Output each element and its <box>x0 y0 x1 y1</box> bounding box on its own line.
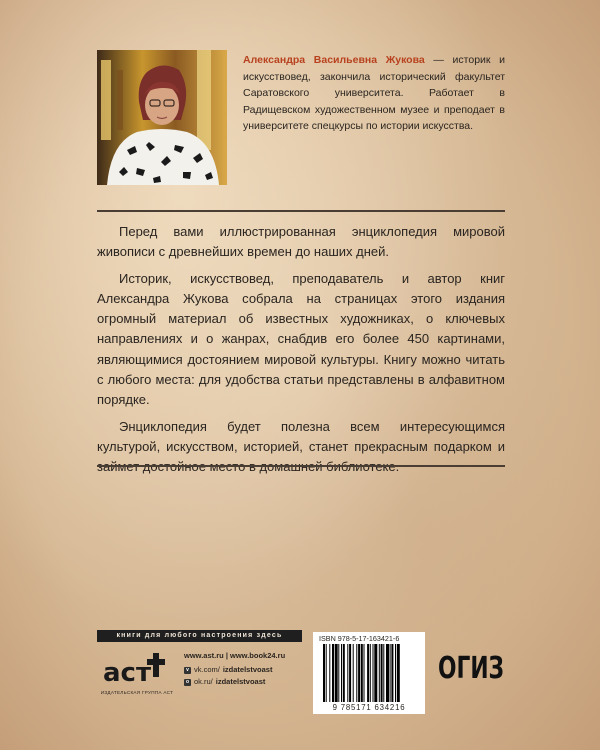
social-ok-handle: izdatelstvoast <box>215 677 266 686</box>
divider-bottom <box>97 465 505 467</box>
social-vk[interactable] <box>184 664 304 676</box>
social-vk-prefix: vk.com/ <box>194 665 220 674</box>
barcode-bar <box>358 644 360 702</box>
description-paragraph-3: Энциклопедия будет полезна всем интересующимся культурой, искусством, историей, станет прекрасным подарком и <box>97 418 505 454</box>
ast-logo-letters: аст <box>103 658 152 688</box>
ast-logo-icon <box>97 647 182 691</box>
barcode-bar <box>364 644 365 702</box>
barcode-bar <box>370 644 371 702</box>
barcode-bar <box>361 644 363 702</box>
ast-logo <box>97 647 182 707</box>
barcode-bar <box>373 644 374 702</box>
web-links <box>184 650 304 688</box>
divider-top <box>97 210 505 212</box>
barcode-bar <box>386 644 389 702</box>
barcode-digits: 9 785171 634216 <box>332 703 406 712</box>
barcode-bar <box>353 644 354 702</box>
author-photo <box>97 50 227 185</box>
publisher-tagline: книги для любого настроения здесь <box>97 630 302 642</box>
barcode-bar <box>381 644 383 702</box>
barcode-bar <box>367 644 369 702</box>
barcode-bar <box>390 644 391 702</box>
ogiz-logo-letters: ОГИЗ <box>438 651 504 686</box>
barcode-bar <box>329 644 330 702</box>
barcode-bar <box>391 644 393 702</box>
author-name: Александра Васильевна Жукова <box>243 54 425 66</box>
barcode-bar <box>383 644 384 702</box>
barcode-bar <box>326 644 327 702</box>
description-paragraph-1: Перед вами иллюстрированная энциклопедия мировой живописи с древнейших времен до наших дней. <box>97 224 505 260</box>
barcode-bar <box>397 644 400 702</box>
vk-icon: v <box>184 667 191 674</box>
barcode-bar <box>374 644 377 702</box>
social-vk-handle: izdatelstvoast <box>222 665 273 674</box>
author-bio-text: — историк и искусствовед, закончила исторический факультет Саратовского университета. Работает в Радищевском художественном музее и преподает в университете спецкурсы по истории искусства. <box>243 54 506 132</box>
social-ok[interactable] <box>184 676 304 688</box>
social-ok-prefix: ok.ru/ <box>194 677 213 686</box>
description-paragraph-2: Историк, искусствовед, преподаватель и автор книг Александра Жукова собрала на страницах этого издания огромный материал об известных художниках, о ключевых направлениях и о жанрах, снабдив его более 450 картинами, являющимися достоянием мировой культуры. Книгу можно читать с любого места: для удобства статьи представлены в алфавитном порядке. <box>97 270 505 408</box>
barcode-bars <box>313 632 425 714</box>
barcode-bar <box>335 644 338 702</box>
barcode-bar <box>341 644 342 702</box>
ogiz-logo <box>437 648 505 684</box>
barcode-bar <box>347 644 348 702</box>
barcode-bar <box>356 644 357 702</box>
barcode-bar <box>323 644 325 702</box>
publisher-caption: ИЗДАТЕЛЬСКАЯ ГРУППА АСТ <box>100 690 174 695</box>
barcode-bar <box>343 644 345 702</box>
barcode-bar <box>349 644 351 702</box>
author-portrait-illustration <box>97 50 227 185</box>
book-description <box>97 222 505 484</box>
author-bio <box>243 52 505 135</box>
barcode-bar <box>332 644 334 702</box>
barcode-bar <box>338 644 339 702</box>
publisher-sites[interactable]: www.ast.ru | www.book24.ru <box>184 651 286 660</box>
ogiz-logo-icon <box>437 648 505 684</box>
barcode-bar <box>379 644 380 702</box>
ok-icon: o <box>185 678 190 685</box>
barcode <box>313 632 425 714</box>
barcode-bar <box>395 644 396 702</box>
isbn: ISBN 978-5-17-163421-6 <box>319 634 400 643</box>
